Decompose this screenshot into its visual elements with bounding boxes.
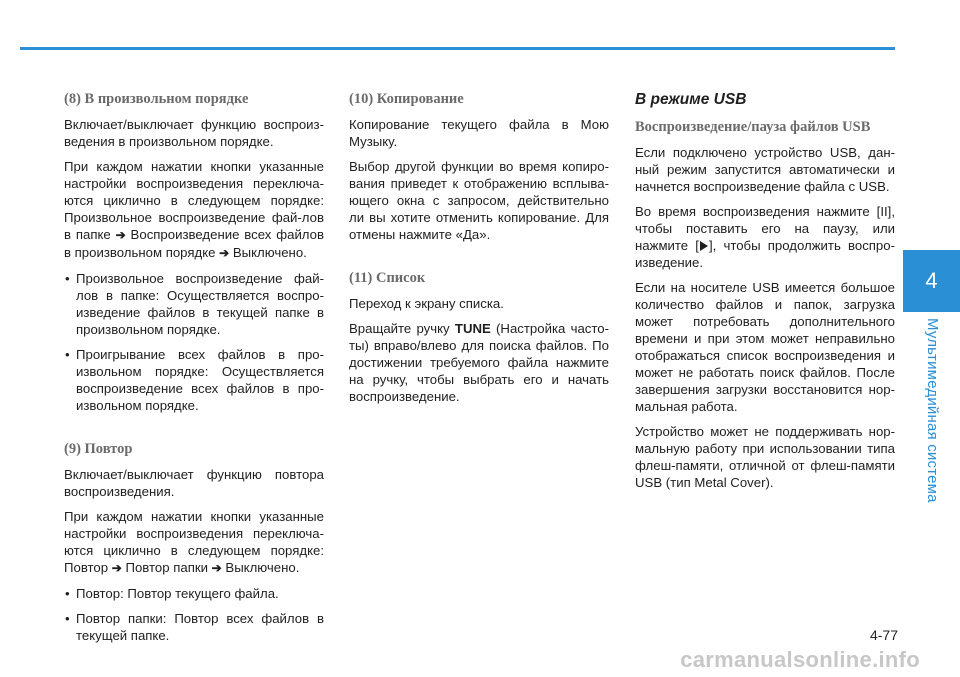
- arrow-right-icon: ➔: [211, 561, 222, 575]
- paragraph: Включает/выключает функцию воспроиз-ведения в произвольном порядке.: [64, 117, 324, 149]
- paragraph: При каждом нажатии кнопки указанные настройки воспроизведения переключа-ются циклично в следующем порядке: Повтор ➔ Повтор папки ➔ Выключено.: [64, 509, 324, 575]
- chapter-tab: 4: [903, 250, 960, 312]
- paragraph: Во время воспроизведения нажмите [II], чтобы поставить его на паузу, или нажмите [ ], чтобы продолжить воспро-изведение.: [635, 204, 895, 270]
- arrow-right-icon: ➔: [219, 246, 230, 260]
- arrow-right-icon: ➔: [115, 228, 126, 242]
- paragraph: Копирование текущего файла в Мою Музыку.: [349, 117, 609, 149]
- header-rule: [20, 47, 895, 50]
- play-icon: [700, 241, 708, 251]
- arrow-right-icon: ➔: [111, 561, 122, 575]
- tune-knob-label: TUNE: [454, 321, 491, 336]
- paragraph: Если подключено устройство USB, дан-ный режим запустится автоматически и начнется воспроизведение файла с USB.: [635, 145, 895, 194]
- list-item: • Проигрывание всех файлов в про-извольном порядке: Осуществляется воспроизведение всех файлов в про-извольном порядке.: [64, 346, 324, 414]
- paragraph: Вращайте ручку TUNE (Настройка часто-ты) вправо/влево для поиска файлов. По достижении требуемого файла нажмите на ручку, чтобы выбрать его и начать воспроизведение.: [349, 321, 610, 404]
- bullet-list: [64, 270, 324, 414]
- paragraph: Если на носителе USB имеется большое количество файлов и папок, загрузка может потребовать дополнительного времени и при этом может неправильно отображаться список воспроизведения и может не работать поиск файлов. После завершения загрузки восстановится нор-мальная работа.: [635, 280, 895, 414]
- list-item: • Произвольное воспроизведение фай-лов в папке: Осуществляется воспро-изведение файлов в текущей папке в произвольном порядке.: [64, 270, 324, 338]
- heading-copy: (10) Копирование: [349, 91, 464, 107]
- paragraph: При каждом нажатии кнопки указанные настройки воспроизведения переключа-ются циклично в следующем порядке: Произвольное воспроизведение фай-лов в папке ➔ Воспроизведение всех файлов в произвольном порядке ➔ Выключено.: [64, 159, 324, 260]
- heading-repeat: (9) Повтор: [64, 441, 133, 457]
- paragraph: Устройство может не поддерживать нор-мальную работу при использовании типа флеш-памяти, отличной от флеш-памяти USB (тип Metal Cover).: [635, 424, 895, 490]
- watermark: carmanualsonline.info: [680, 647, 920, 672]
- list-item: • Повтор папки: Повтор всех файлов в текущей папке.: [64, 610, 324, 644]
- heading-usb-play-pause: Воспроизведение/пауза файлов USB: [635, 119, 871, 135]
- page-number: 4-77: [869, 627, 898, 643]
- paragraph: Включает/выключает функцию повтора воспроизведения.: [64, 467, 324, 499]
- bullet-list: [64, 585, 324, 644]
- heading-list: (11) Список: [349, 270, 426, 286]
- column-1: [64, 90, 324, 652]
- paragraph: Переход к экрану списка.: [349, 296, 504, 311]
- heading-shuffle: (8) В произвольном порядке: [64, 91, 249, 107]
- list-item: • Повтор: Повтор текущего файла.: [64, 585, 324, 602]
- heading-usb-mode: В режиме USB: [635, 91, 747, 108]
- paragraph: Выбор другой функции во время копиро-вания приведет к отображению всплыва-ющего окна с запросом, действительно ли вы хотите отменить копирование. Для отмены нажмите «Да».: [349, 159, 609, 242]
- chapter-title: Мультимедийная система: [924, 318, 941, 503]
- column-2: [349, 90, 609, 413]
- column-3: [635, 90, 895, 499]
